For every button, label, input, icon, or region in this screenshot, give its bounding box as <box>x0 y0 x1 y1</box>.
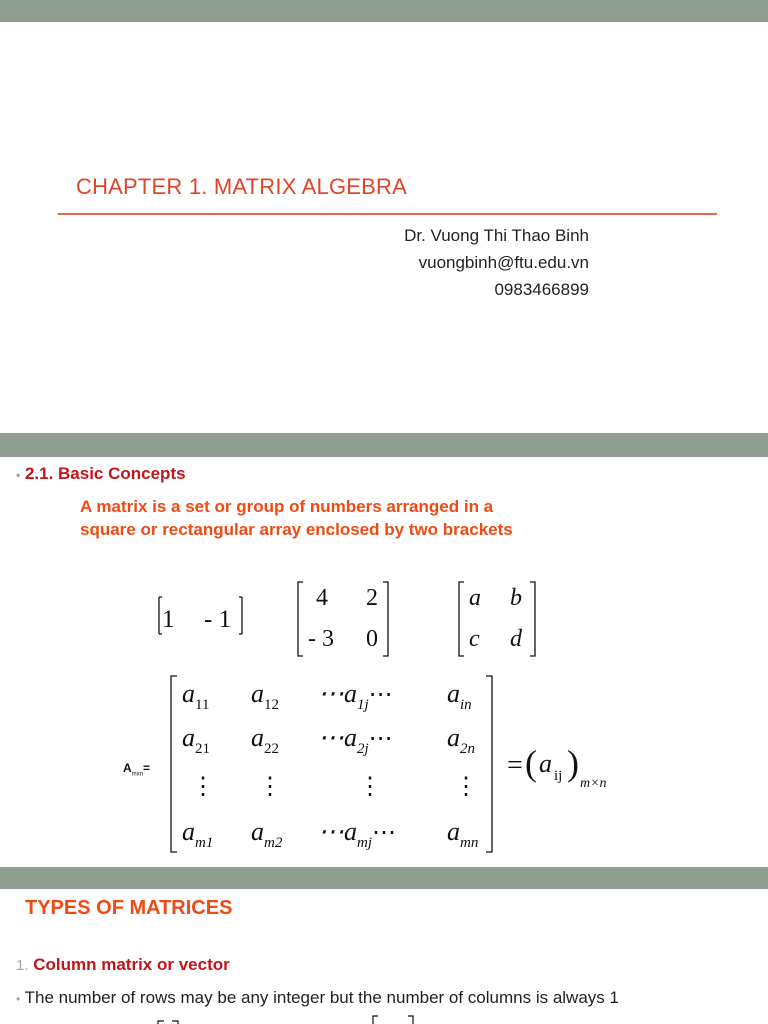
slide-divider-1 <box>0 433 768 457</box>
compact-equals: = <box>507 750 523 781</box>
symbolic-cell: b <box>510 585 522 611</box>
general-matrix-cell: $a_{m2}$ <box>251 817 283 851</box>
numeric-cell: 2 <box>366 585 378 611</box>
general-matrix-cell: $\cdots a_{2j}\cdots$ <box>318 723 393 757</box>
author-email: vuongbinh@ftu.edu.vn <box>418 253 589 272</box>
compact-paren-close: ) <box>567 743 579 783</box>
compact-base: a <box>539 749 552 778</box>
general-matrix-cell: $a_{2n}$ <box>447 723 475 757</box>
bullet-description <box>16 988 619 1008</box>
title-underline <box>58 213 717 215</box>
compact-paren-open: ( <box>525 743 537 783</box>
general-matrix-cell: $\cdots a_{mj}\cdots$ <box>318 817 396 851</box>
numbered-item <box>16 955 230 975</box>
label-letter: A <box>123 761 132 775</box>
label-equals: = <box>143 761 151 775</box>
bullet-basic-concepts <box>16 464 186 484</box>
general-matrix-cell: ⋮ <box>358 774 382 800</box>
general-matrix-cell: $a_{m1}$ <box>182 817 214 851</box>
author-name: Dr. Vuong Thi Thao Binh <box>404 226 589 245</box>
slide-title <box>0 22 768 433</box>
label-subscript: mxn <box>131 771 144 778</box>
chapter-title: CHAPTER 1. MATRIX ALGEBRA <box>76 174 408 199</box>
definition-line-1: A matrix is a set or group of numbers arranged in a <box>80 497 494 516</box>
general-matrix-cell: $\cdots a_{1j}\cdots$ <box>318 679 393 713</box>
general-matrix-cell: $a_{21}$ <box>182 723 210 757</box>
numeric-cell: - 3 <box>308 626 334 652</box>
bullet-text: 2.1. Basic Concepts <box>24 464 186 483</box>
bullet-dot: • <box>16 468 21 482</box>
compact-dimension: m×n <box>580 776 607 791</box>
definition-line-2: square or rectangular array enclosed by two brackets <box>80 520 513 539</box>
general-matrix-cell: $a_{in}$ <box>447 679 472 713</box>
general-matrix-cell: $a_{mn}$ <box>447 817 479 851</box>
author-phone: 0983466899 <box>494 280 589 299</box>
slide-divider-2 <box>0 867 768 889</box>
compact-subscript: ij <box>554 768 563 784</box>
numeric-cell: 4 <box>316 585 328 611</box>
general-matrix-cell: $a_{12}$ <box>251 679 279 713</box>
row-vector-cell: 1 <box>162 606 175 633</box>
symbolic-cell: d <box>510 626 522 652</box>
general-matrix-label <box>123 761 150 777</box>
item-number: 1. <box>16 957 29 974</box>
slide-basic-concepts <box>0 457 768 867</box>
bullet-dot: • <box>16 992 21 1006</box>
item-label: Column matrix or vector <box>33 955 230 974</box>
symbolic-cell: a <box>469 585 481 611</box>
general-matrix-cell: ⋮ <box>258 774 282 800</box>
general-matrix-cell: $a_{11}$ <box>182 679 210 713</box>
general-matrix-cell: $a_{22}$ <box>251 723 279 757</box>
row-vector-cell: - 1 <box>204 606 232 633</box>
numeric-cell: 0 <box>366 626 378 652</box>
symbolic-cell: c <box>469 626 480 652</box>
top-band <box>0 0 768 22</box>
general-matrix-cell: ⋮ <box>191 774 215 800</box>
types-title: TYPES OF MATRICES <box>25 897 233 919</box>
general-matrix-cell: ⋮ <box>454 774 478 800</box>
description-text: The number of rows may be any integer but the number of columns is always 1 <box>24 988 619 1007</box>
